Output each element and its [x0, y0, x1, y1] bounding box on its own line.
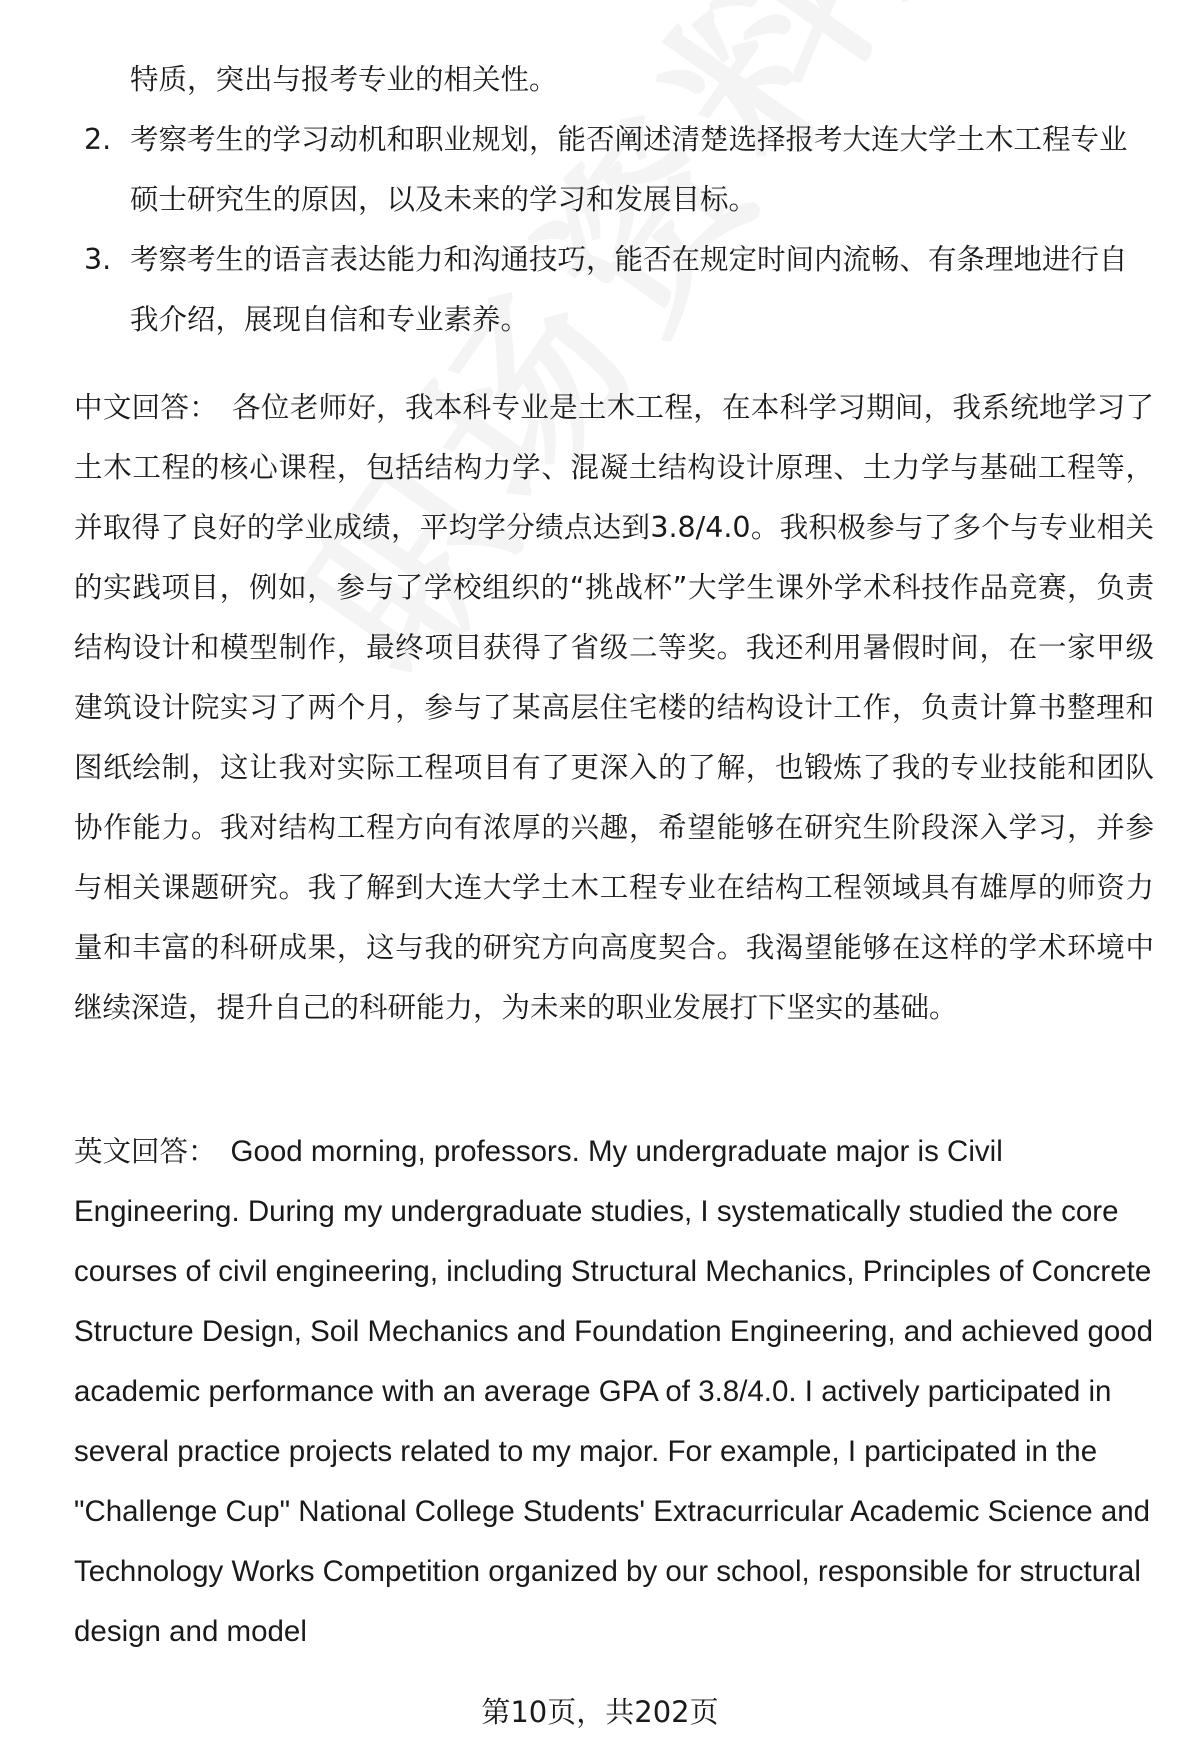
list-item-text: 考察考生的学习动机和职业规划，能否阐述清楚选择报考大连大学土木工程专业硕士研究生的原因，以及未来的学习和发展目标。 [130, 123, 1128, 216]
english-answer-text: Good morning, professors. My undergraduate major is Civil Engineering. During my undergraduate studies, I systematically studied the core courses of civil engineering, including Structural Mechanics, Principles of Concrete Structure Design, Soil Mechanics and Foundation Engineering, and achieved good academic performance with an average GPA of 3.8/4.0. I actively participated in several practice projects related to my major. For example, I participated in the "Challenge Cup" National College Students' Extracurricular Academic Science and Technology Works Competition organized by our school, responsible for structural design and model [74, 1135, 1154, 1648]
list-item [74, 230, 1154, 350]
chinese-answer-label: 中文回答： [74, 391, 219, 424]
english-answer-label: 英文回答： [74, 1135, 217, 1168]
list-item-text: 特质，突出与报考专业的相关性。 [130, 63, 558, 96]
chinese-answer [74, 378, 1154, 1038]
list-item [74, 110, 1154, 230]
chinese-answer-text: 各位老师好，我本科专业是土木工程，在本科学习期间，我系统地学习了土木工程的核心课程，包括结构力学、混凝土结构设计原理、土力学与基础工程等，并取得了良好的学业成绩，平均学分绩点达到3.8/4.0。我积极参与了多个与专业相关的实践项目，例如，参与了学校组织的“挑战杯”大学生课外学术科技作品竞赛，负责结构设计和模型制作，最终项目获得了省级二等奖。我还利用暑假时间，在一家甲级建筑设计院实习了两个月，参与了某高层住宅楼的结构设计工作，负责计算书整理和图纸绘制，这让我对实际工程项目有了更深入的了解，也锻炼了我的专业技能和团队协作能力。我对结构工程方向有浓厚的兴趣，希望能够在研究生阶段深入学习，并参与相关课题研究。我了解到大连大学土木工程专业在结构工程领域具有雄厚的师资力量和丰富的科研成果，这与我的研究方向高度契合。我渴望能够在这样的学术环境中继续深造，提升自己的科研能力，为未来的职业发展打下坚实的基础。 [74, 391, 1154, 1024]
list-item-number: 3. [84, 243, 112, 276]
criteria-list [74, 50, 1154, 350]
list-item-number: 2. [84, 123, 112, 156]
page-number: 第10页，共202页 [481, 1695, 719, 1729]
list-item-text: 考察考生的语言表达能力和沟通技巧，能否在规定时间内流畅、有条理地进行自我介绍，展现自信和专业素养。 [130, 243, 1128, 336]
english-answer [74, 1122, 1154, 1662]
list-item [74, 50, 1154, 110]
